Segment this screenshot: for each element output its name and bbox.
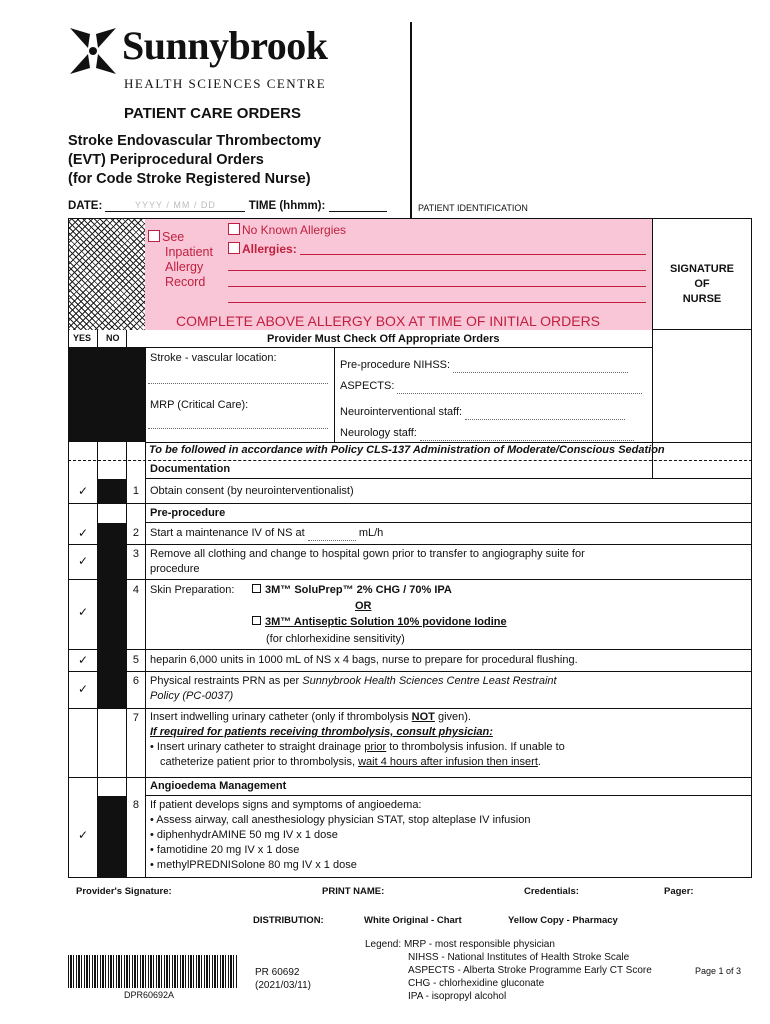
mrp-field: MRP (Critical Care): xyxy=(150,399,249,411)
order-2-text: Start a maintenance IV of NS at xyxy=(150,527,305,539)
date-time-row xyxy=(68,199,413,212)
order-number-1: 1 xyxy=(132,485,139,497)
order-7-wait: wait 4 hours after infusion then insert xyxy=(358,756,538,768)
aspects-input[interactable] xyxy=(397,393,642,394)
date-field[interactable] xyxy=(105,199,245,212)
order-8-line-3: • diphenhydrAMINE 50 mg IV x 1 dose xyxy=(150,829,338,841)
section-angioedema: Angioedema Management xyxy=(150,780,287,792)
nihss-field xyxy=(340,358,628,373)
check-8[interactable]: ✓ xyxy=(78,828,89,842)
order-7-period: . xyxy=(537,756,541,768)
check-1[interactable]: ✓ xyxy=(78,484,89,498)
order-4-option-2 xyxy=(252,615,507,630)
allergy-banner: COMPLETE ABOVE ALLERGY BOX AT TIME OF INITIAL ORDERS xyxy=(176,313,601,329)
order-8-line-5: • methylPREDNISolone 80 mg IV x 1 dose xyxy=(150,859,357,871)
legend-nihss: NIHSS - National Institutes of Health Stroke Scale xyxy=(408,952,630,963)
title-line-3: (for Code Stroke Registered Nurse) xyxy=(68,171,311,187)
neuro-staff-field xyxy=(340,405,625,420)
no-header: NO xyxy=(106,333,120,343)
chg-checkbox-icon[interactable] xyxy=(252,584,261,593)
order-7 xyxy=(150,710,650,770)
barcode xyxy=(68,955,238,988)
order-8-line-1: If patient develops signs and symptoms of angioedema: xyxy=(150,799,422,811)
info-black-block xyxy=(68,348,145,442)
legend-chg: CHG - chlorhexidine gluconate xyxy=(408,978,545,989)
order-7-line-4: catheterize patient prior to thrombolysis, xyxy=(160,756,356,768)
sig-line-3: NURSE xyxy=(682,293,722,305)
no-known-allergies-label: No Known Allergies xyxy=(242,223,347,237)
form-title xyxy=(68,132,408,189)
check-3[interactable]: ✓ xyxy=(78,554,89,568)
see-record-line-2: Inpatient xyxy=(165,245,213,259)
see-record-line-1: See xyxy=(162,230,185,244)
policy-note: To be followed in accordance with Policy CLS-137 Administration of Moderate/Conscious Sedation xyxy=(149,444,665,456)
order-7-not: NOT xyxy=(411,711,435,723)
signature-of-nurse xyxy=(652,262,752,307)
section-preprocedure: Pre-procedure xyxy=(150,507,226,519)
order-3-line-1: Remove all clothing and change to hospital gown prior to transfer to angiography suite for xyxy=(150,548,585,560)
order-2 xyxy=(150,526,383,541)
nihss-input[interactable] xyxy=(453,372,628,373)
form-number xyxy=(255,966,311,992)
print-name: PRINT NAME: xyxy=(322,886,385,897)
order-4-label: Skin Preparation: xyxy=(150,584,235,596)
see-record-line-3: Allergy xyxy=(165,260,204,274)
order-4-option-1-label: 3M™ SoluPrep™ 2% CHG / 70% IPA xyxy=(265,584,452,596)
distribution-yellow: Yellow Copy - Pharmacy xyxy=(508,915,618,926)
barcode-text: DPR60692A xyxy=(124,990,175,1000)
form-number-label: PR 60692 xyxy=(255,967,300,978)
order-4-option-2-label: 3M™ Antiseptic Solution 10% povidone Iodine xyxy=(265,616,507,628)
allergies-checkbox[interactable] xyxy=(228,242,240,254)
legend xyxy=(365,938,652,1003)
order-4-note: (for chlorhexidine sensitivity) xyxy=(266,633,405,645)
aspects-label: ASPECTS: xyxy=(340,380,395,392)
iv-rate-input[interactable] xyxy=(308,540,356,541)
title-line-2: (EVT) Periprocedural Orders xyxy=(68,152,264,168)
order-7-given: given). xyxy=(437,711,471,723)
order-2-unit: mL/h xyxy=(358,527,384,539)
order-number-6: 6 xyxy=(132,675,139,687)
order-8-line-2: • Assess airway, call anesthesiology physician STAT, stop alteplase IV infusion xyxy=(150,814,531,826)
order-4-option-1 xyxy=(252,583,452,598)
order-number-2: 2 xyxy=(132,527,139,539)
neurology-staff-label: Neurology staff: xyxy=(340,427,417,439)
order-8-line-4: • famotidine 20 mg IV x 1 dose xyxy=(150,844,300,856)
neurology-staff-input[interactable] xyxy=(420,440,634,441)
check-5[interactable]: ✓ xyxy=(78,653,89,667)
pager: Pager: xyxy=(664,886,694,897)
form-date: (2021/03/11) xyxy=(255,980,311,991)
yes-header: YES xyxy=(73,333,92,343)
neuro-staff-input[interactable] xyxy=(465,419,625,420)
provider-signature: Provider's Signature: xyxy=(76,886,172,897)
stroke-location: Stroke - vascular location: xyxy=(150,352,277,364)
section-documentation: Documentation xyxy=(150,463,231,475)
order-7-bullet-rest: to thrombolysis infusion. If unable to xyxy=(389,741,565,753)
sig-line-1: SIGNATURE xyxy=(670,263,734,275)
order-7-text: Insert indwelling urinary catheter (only if thrombolysis xyxy=(150,711,409,723)
check-2[interactable]: ✓ xyxy=(78,526,89,540)
order-7-consult: If required for patients receiving thrombolysis, consult physician: xyxy=(150,726,493,738)
date-label: DATE: xyxy=(68,200,103,212)
order-4-or: OR xyxy=(355,600,372,612)
order-6-policy-code: Policy (PC-0037) xyxy=(150,690,234,702)
no-known-allergies xyxy=(228,223,346,237)
nihss-label: Pre-procedure NIHSS: xyxy=(340,359,451,371)
form-type: PATIENT CARE ORDERS xyxy=(124,105,301,122)
legend-ipa: IPA - isopropyl alcohol xyxy=(408,991,507,1002)
check-6[interactable]: ✓ xyxy=(78,682,89,696)
order-7-bullet: • Insert urinary catheter to straight drainage xyxy=(150,741,362,753)
order-number-3: 3 xyxy=(132,548,139,560)
logo-subtitle: HEALTH SCIENCES CENTRE xyxy=(124,76,327,91)
order-1: Obtain consent (by neurointerventionalist) xyxy=(150,485,354,497)
check-4[interactable]: ✓ xyxy=(78,605,89,619)
legend-mrp: MRP - most responsible physician xyxy=(403,939,555,950)
leaf-logo-icon xyxy=(68,26,118,76)
provider-note: Provider Must Check Off Appropriate Orders xyxy=(267,333,500,345)
see-record-checkbox[interactable] xyxy=(148,230,160,242)
time-label: TIME (hhmm): xyxy=(248,200,326,212)
date-placeholder: YYYY / MM / DD xyxy=(135,200,216,210)
order-number-7: 7 xyxy=(132,712,139,724)
title-line-1: Stroke Endovascular Thrombectomy xyxy=(68,133,322,149)
legend-label: Legend: xyxy=(365,939,402,950)
patient-id-label: PATIENT IDENTIFICATION xyxy=(418,203,528,213)
page-number: Page 1 of 3 xyxy=(695,966,742,976)
order-8 xyxy=(150,798,530,873)
povidone-checkbox-icon[interactable] xyxy=(252,616,261,625)
logo-name: Sunnybrook xyxy=(122,23,328,68)
see-record-line-4: Record xyxy=(165,275,206,289)
order-number-4: 4 xyxy=(132,584,139,596)
order-6-text: Physical restraints PRN as per xyxy=(150,675,300,687)
no-known-allergies-checkbox[interactable] xyxy=(228,223,240,235)
order-6 xyxy=(150,674,557,704)
distribution-label: DISTRIBUTION: xyxy=(253,915,324,926)
neurology-staff-field xyxy=(340,426,634,441)
legend-aspects: ASPECTS - Alberta Stroke Programme Early CT Score xyxy=(408,965,652,976)
allergies-label: Allergies: xyxy=(242,242,297,256)
see-inpatient-record xyxy=(148,230,213,290)
neuro-staff-label: Neurointerventional staff: xyxy=(340,406,463,418)
order-7-prior: prior xyxy=(364,741,387,753)
order-3 xyxy=(150,547,585,577)
allergies-row xyxy=(228,242,297,256)
order-number-8: 8 xyxy=(132,799,139,811)
aspects-field xyxy=(340,379,642,394)
allergy-pattern xyxy=(69,219,145,330)
sig-line-2: OF xyxy=(694,278,710,290)
credentials: Credentials: xyxy=(524,886,579,897)
order-number-5: 5 xyxy=(132,654,139,666)
order-6-policy: Sunnybrook Health Sciences Centre Least Restraint xyxy=(302,675,557,687)
order-3-line-2: procedure xyxy=(150,563,200,575)
distribution-white: White Original - Chart xyxy=(364,915,462,926)
time-field[interactable] xyxy=(329,211,387,212)
logo xyxy=(68,23,338,96)
order-5: heparin 6,000 units in 1000 mL of NS x 4 bags, nurse to prepare for procedural flushing. xyxy=(150,654,578,666)
